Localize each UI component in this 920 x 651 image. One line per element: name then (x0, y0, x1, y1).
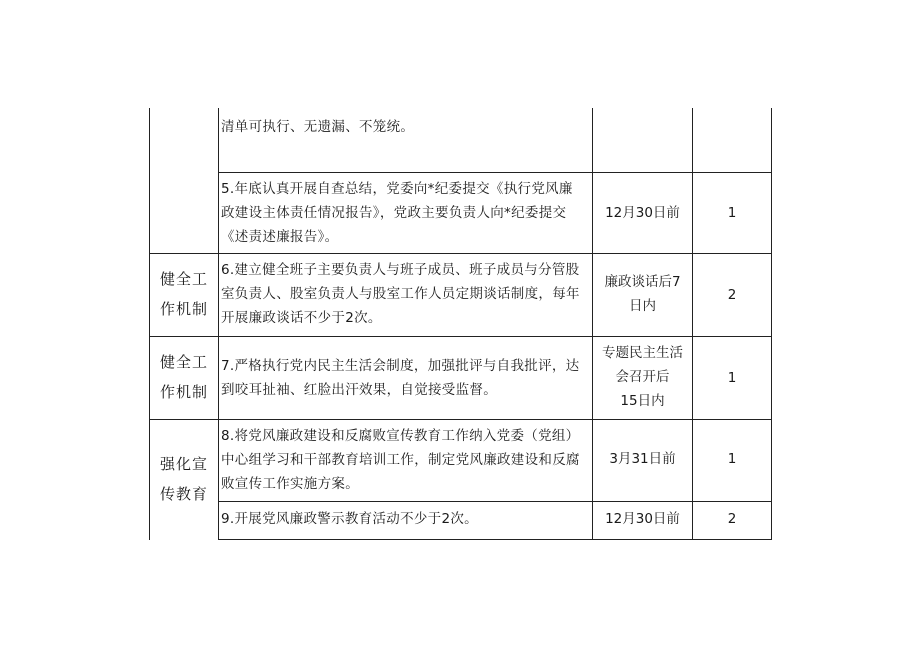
score-cell (693, 366, 771, 390)
item-text-line: 到咬耳扯袖、红脸出汗效果，自觉接受监督。 (221, 382, 497, 398)
category-text: 健全工 (159, 270, 208, 288)
item-text-line: 开展廉政谈话不少于2次。 (221, 310, 382, 326)
row-divider (218, 539, 772, 540)
deadline-text: 12月30日前 (605, 205, 680, 221)
table-row (221, 258, 589, 330)
table-row (221, 507, 589, 531)
deadline-text: 12月30日前 (605, 511, 680, 527)
deadline-text: 会召开后 (615, 369, 670, 385)
deadline-text: 专题民主生活 (602, 345, 683, 361)
deadline-cell (593, 341, 692, 413)
item-text: 清单可执行、无遗漏、不笼统。 (221, 119, 415, 135)
table-row (221, 177, 589, 249)
item-text-line: 败宣传工作实施方案。 (221, 476, 359, 492)
row-divider (149, 419, 772, 420)
row-divider (149, 336, 772, 337)
deadline-cell (593, 201, 692, 225)
deadline-cell (593, 507, 692, 531)
item-text-line: 政建设主体责任情况报告》，党政主要负责人向*纪委提交 (221, 205, 567, 221)
row-divider (218, 172, 772, 173)
category-text: 健全工 (159, 353, 208, 371)
score-value: 2 (727, 511, 737, 527)
table-row (221, 115, 589, 139)
score-value: 2 (727, 287, 737, 303)
item-text-line: 5.年底认真开展自查总结，党委向*纪委提交《执行党风廉 (221, 181, 573, 197)
item-text-line: 7.严格执行党内民主生活会制度，加强批评与自我批评，达 (221, 358, 580, 374)
deadline-text: 3月31日前 (609, 451, 676, 467)
row-divider (218, 501, 772, 502)
row-divider (149, 253, 772, 254)
deadline-text: 廉政谈话后7 (604, 274, 681, 290)
table-row (221, 354, 589, 402)
category-text: 作机制 (159, 383, 208, 401)
item-text-line: 室负责人、股室负责人与股室工作人员定期谈话制度，每年 (221, 286, 580, 302)
category-text: 强化宣 (159, 455, 208, 473)
category-text: 作机制 (159, 300, 208, 318)
deadline-text: 15日内 (620, 393, 665, 409)
score-cell (693, 507, 771, 531)
score-value: 1 (727, 370, 737, 386)
deadline-text: 日内 (629, 298, 656, 314)
category-cell (150, 347, 218, 407)
category-cell (150, 264, 218, 324)
score-value: 1 (727, 205, 737, 221)
item-text-line: 《述责述廉报告》。 (221, 229, 339, 245)
deadline-cell (593, 270, 692, 318)
item-text-line: 中心组学习和干部教育培训工作，制定党风廉政建设和反腐 (221, 452, 580, 468)
deadline-cell (593, 447, 692, 471)
score-value: 1 (727, 451, 737, 467)
category-cell (150, 449, 218, 509)
item-text-line: 6.建立健全班子主要负责人与班子成员、班子成员与分管股 (221, 262, 580, 278)
score-cell (693, 447, 771, 471)
item-text-line: 9.开展党风廉政警示教育活动不少于2次。 (221, 511, 478, 527)
category-text: 传教育 (159, 485, 208, 503)
table-row (221, 424, 589, 496)
score-cell (693, 283, 771, 307)
item-text-line: 8.将党风廉政建设和反腐败宣传教育工作纳入党委（党组） (221, 428, 580, 444)
score-cell (693, 201, 771, 225)
